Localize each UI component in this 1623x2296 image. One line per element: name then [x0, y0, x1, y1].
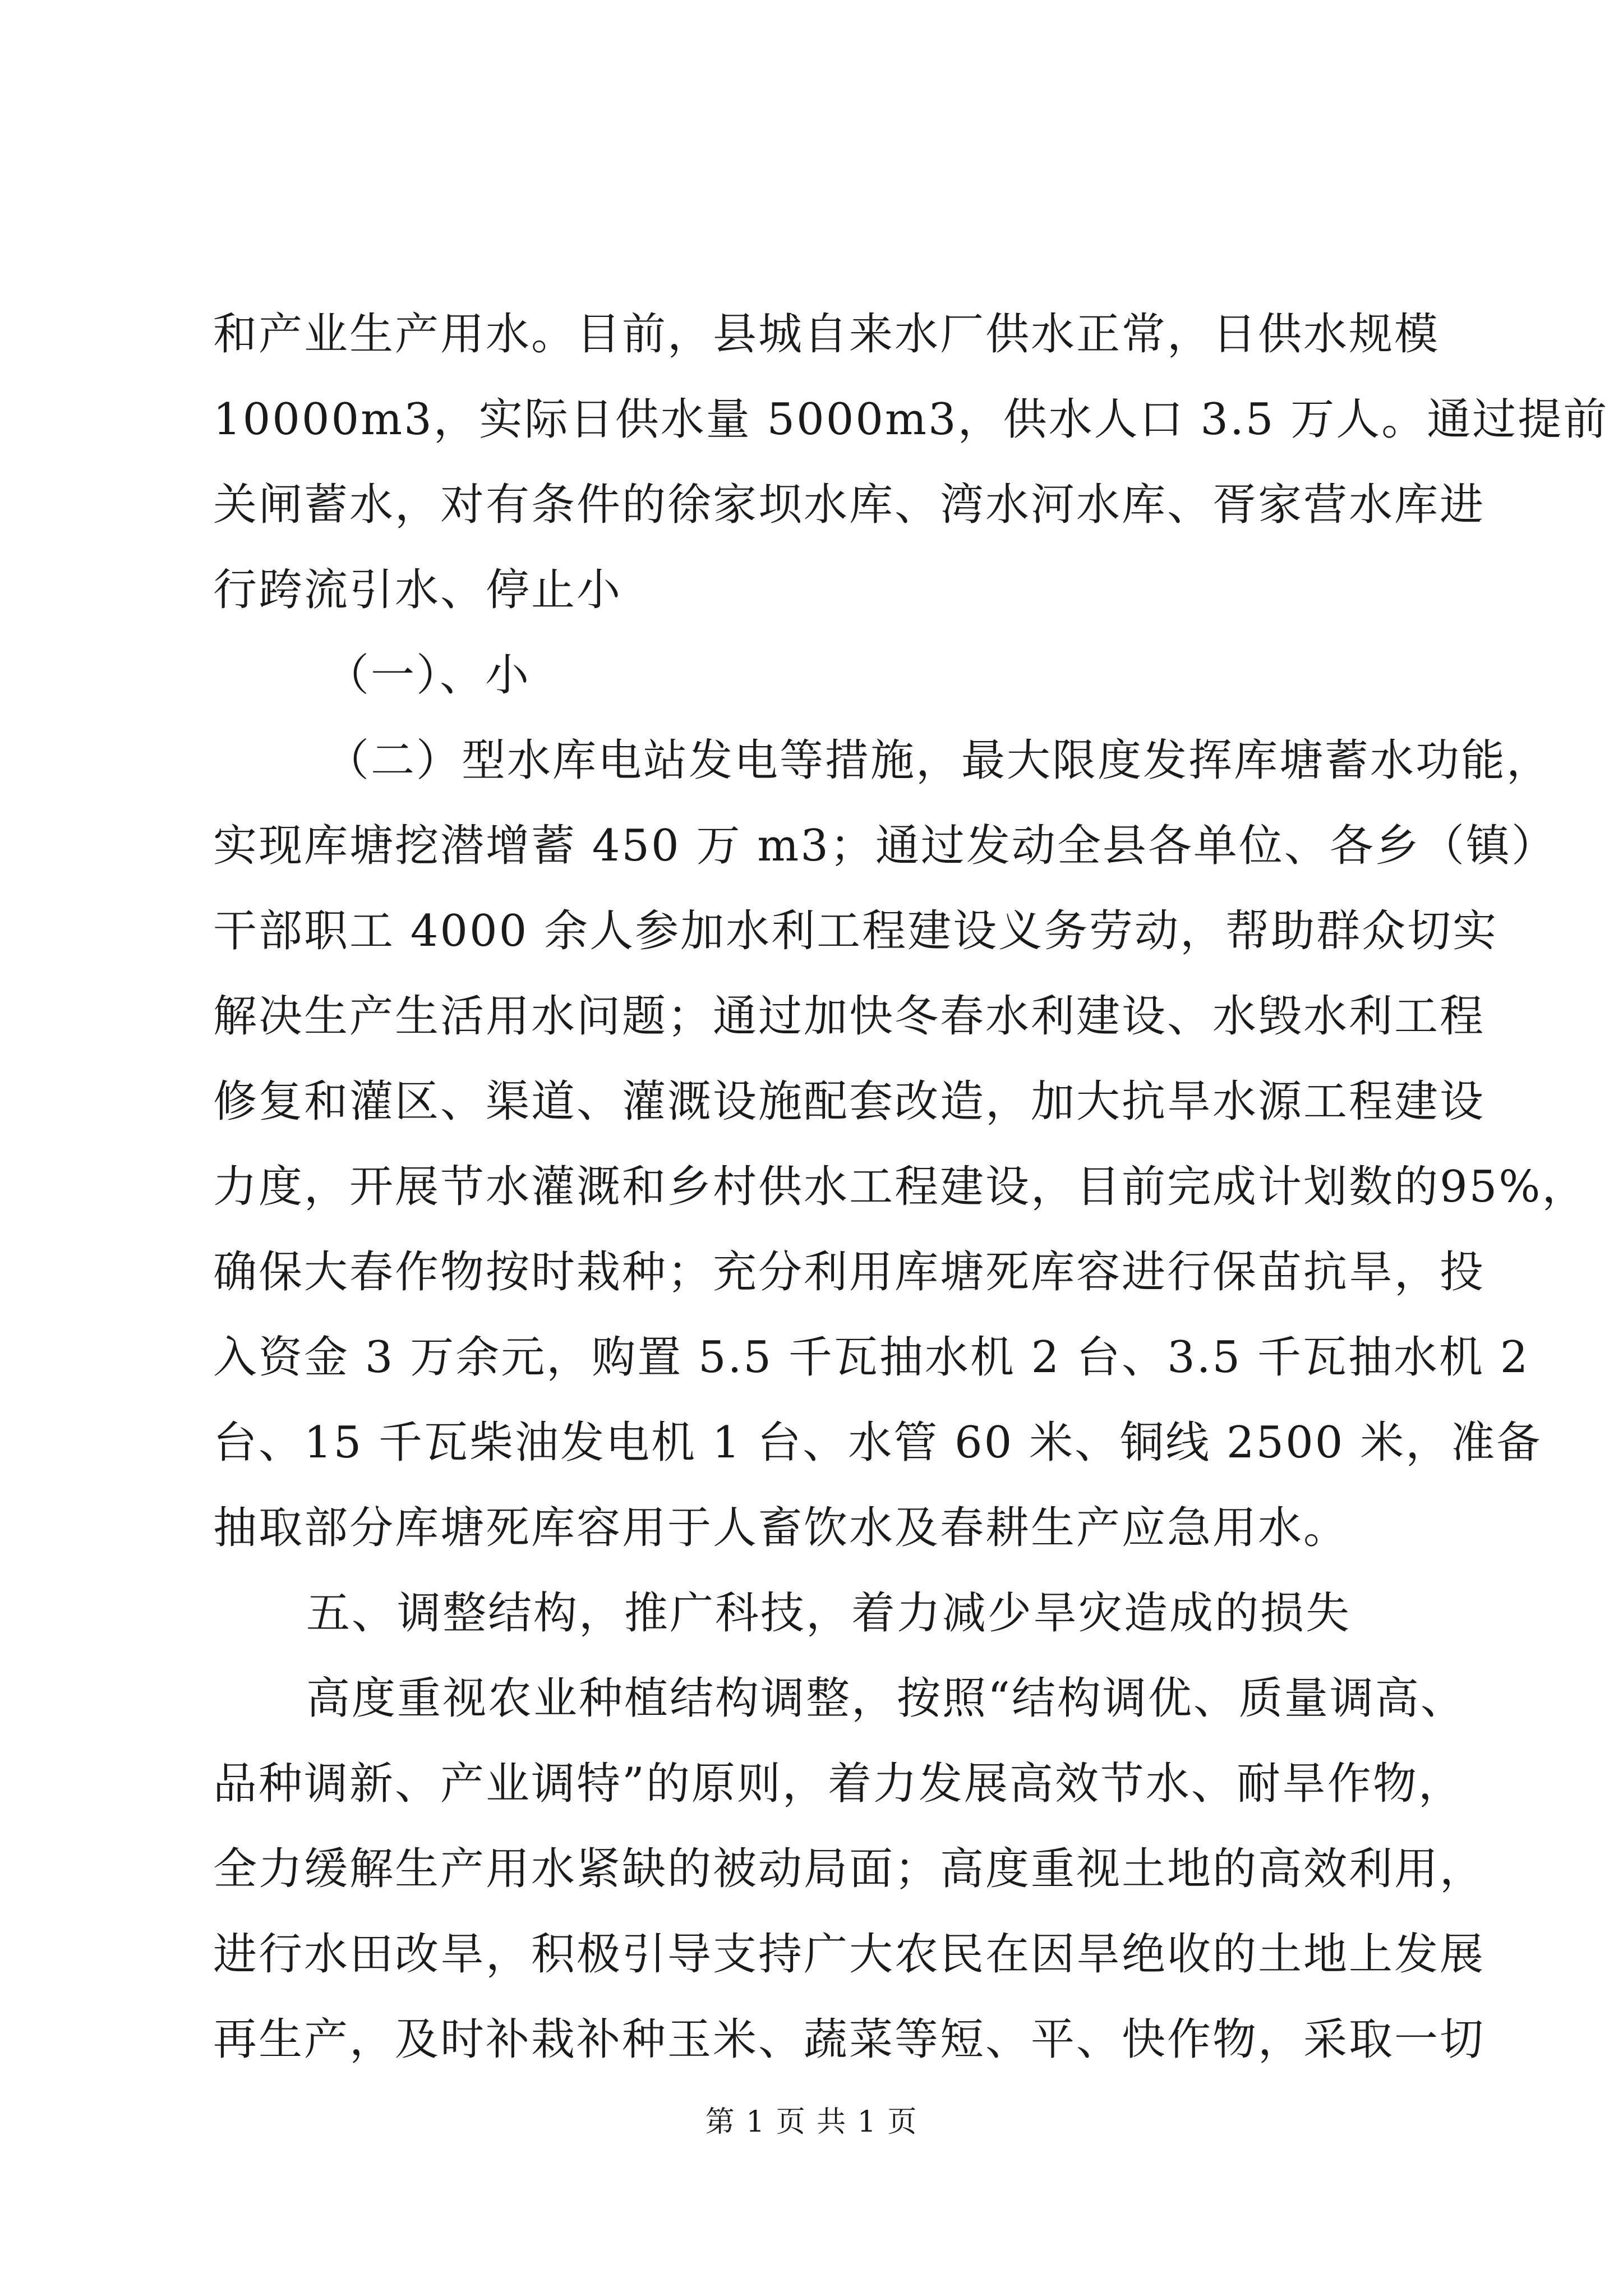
text-line: 高度重视农业种植结构调整，按照“结构调优、质量调高、 [306, 1673, 1466, 1724]
text-line: 进行水田改旱，积极引导支持广大农民在因旱绝收的土地上发展 [213, 1929, 1486, 1980]
document-body [213, 292, 1609, 2082]
section-heading: （一）、小 [325, 650, 531, 701]
text-line: 确保大春作物按时栽种；充分利用库塘死库容进行保苗抗旱，投 [213, 1247, 1486, 1297]
text-line: 和产业生产用水。目前，县城自来水厂供水正常，日供水规模 [213, 309, 1440, 360]
text-line: 抽取部分库塘死库容用于人畜饮水及春耕生产应急用水。 [213, 1503, 1349, 1553]
text-line: 再生产，及时补栽补种玉米、蔬菜等短、平、快作物，采取一切 [213, 2014, 1486, 2065]
section-heading: 五、调整结构，推广科技，着力减少旱灾造成的损失 [306, 1588, 1352, 1639]
text-line: 干部职工 4000 余人参加水利工程建设义务劳动，帮助群众切实 [213, 906, 1498, 956]
text-line: 关闸蓄水，对有条件的徐家坝水库、湾水河水库、胥家营水库进 [213, 480, 1486, 530]
text-line: 台、15 千瓦柴油发电机 1 台、水管 60 米、铜线 2500 米，准备 [213, 1418, 1542, 1468]
text-line: 修复和灌区、渠道、灌溉设施配套改造，加大抗旱水源工程建设 [213, 1076, 1486, 1127]
text-line: 实现库塘挖潜增蓄 450 万 m3；通过发动全县各单位、各乡（镇） [213, 821, 1557, 871]
text-line: 10000m3，实际日供水量 5000m3，供水人口 3.5 万人。通过提前 [213, 394, 1609, 445]
text-line: （二）型水库电站发电等措施，最大限度发挥库塘蓄水功能， [325, 735, 1552, 786]
text-line: 入资金 3 万余元，购置 5.5 千瓦抽水机 2 台、3.5 千瓦抽水机 2 [213, 1332, 1530, 1383]
text-line: 行跨流引水、停止小 [213, 565, 623, 615]
text-line: 解决生产生活用水问题；通过加快冬春水利建设、水毁水利工程 [213, 991, 1486, 1042]
text-line: 品种调新、产业调特”的原则，着力发展高效节水、耐旱作物， [213, 1759, 1464, 1809]
page-number-footer: 第 1 页 共 1 页 [705, 2105, 918, 2139]
text-line: 力度，开展节水灌溉和乡村供水工程建设，目前完成计划数的95%， [213, 1162, 1588, 1212]
text-line: 全力缓解生产用水紧缺的被动局面；高度重视土地的高效利用， [213, 1844, 1486, 1894]
